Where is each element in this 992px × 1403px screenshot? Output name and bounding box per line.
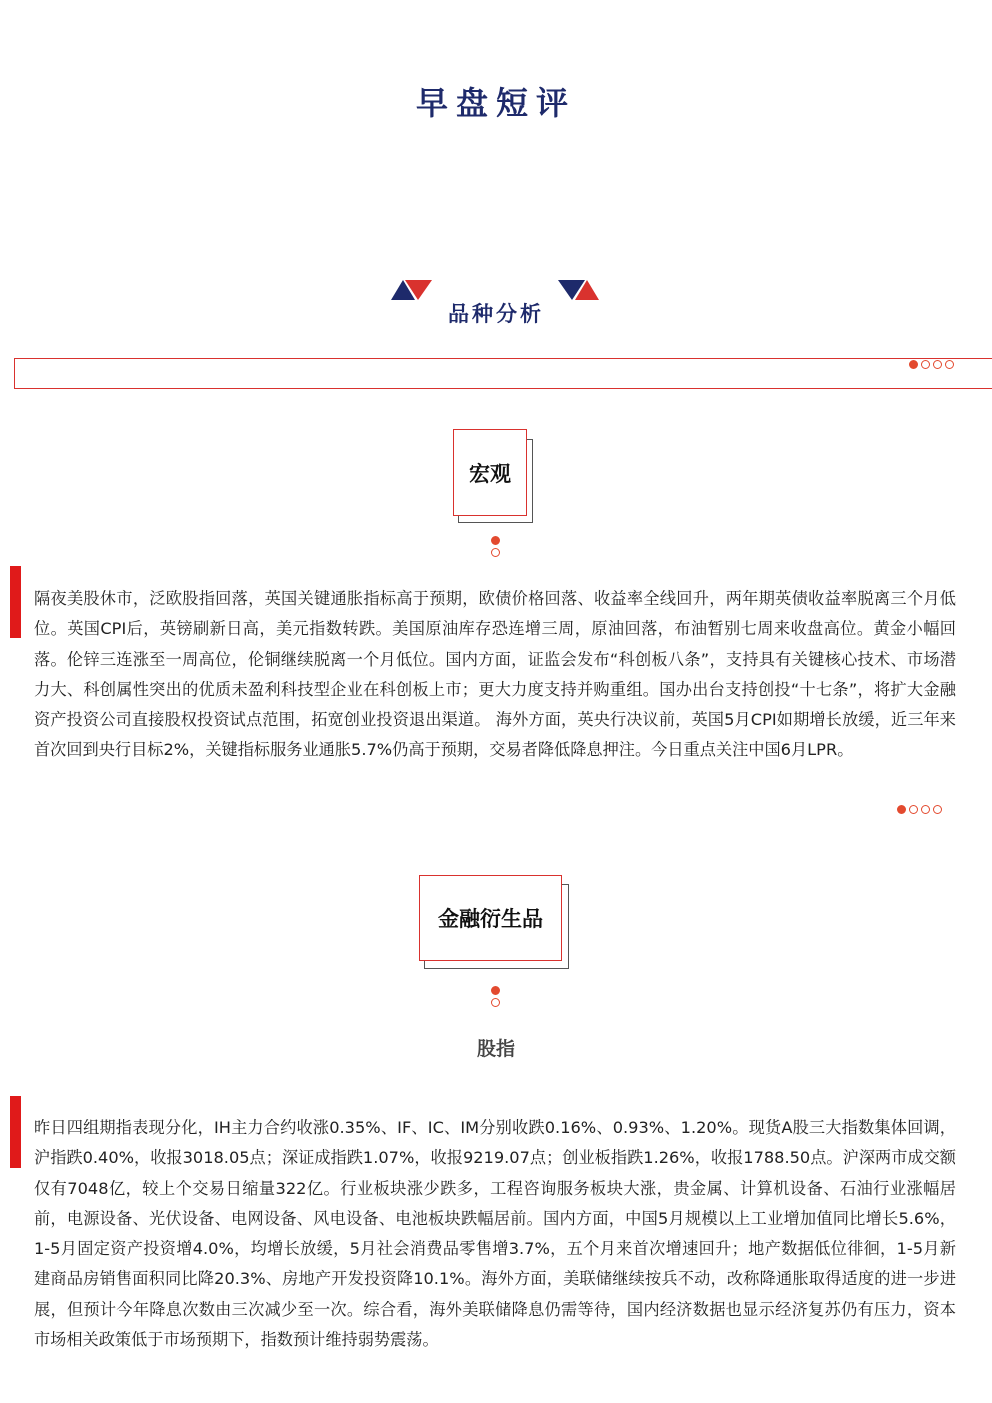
section-banner <box>14 358 992 389</box>
macro-connector-icon <box>491 536 500 557</box>
macro-paragraph: 隔夜美股休市，泛欧股指回落，英国关键通胀指标高于预期，欧债价格回落、收益率全线回升，两年期英债收益率脱离三个月低位。英国CPI后，英镑刷新日高，美元指数转跌。美国原油库存恐连增三周，原油回落，布油暂别七周来收盘高位。黄金小幅回落。伦锌三连涨至一周高位，伦铜继续脱离一个月低位。国内方面，证监会发布“科创板八条”，支持具有关键核心技术、市场潜力大、科创属性突出的优质未盈利科技型企业在科创板上市；更大力度支持并购重组。国办出台支持创投“十七条”，将扩大金融资产投资公司直接股权投资试点范围，拓宽创业投资退出渠道。 海外方面，英央行决议前，英国5月CPI如期增长放缓，近三年来首次回到央行目标2%，关键指标服务业通胀5.7%仍高于预期，交易者降低降息押注。今日重点关注中国6月LPR。 <box>34 589 956 760</box>
derivatives-paragraph: 昨日四组期指表现分化，IH主力合约收涨0.35%、IF、IC、IM分别收跌0.16%、0.93%、1.20%。现货A股三大指数集体回调，沪指跌0.40%，收报3018.05点；深证成指跌1.07%，收报9219.07点；创业板指跌1.26%，收报1788.50点。沪深两市成交额仅有7048亿，较上个交易日缩量322亿。行业板块涨少跌多，工程咨询服务板块大涨，贵金属、计算机设备、石油行业涨幅居前，电源设备、光伏设备、电网设备、风电设备、电池板块跌幅居前。国内方面，中国5月规模以上工业增加值同比增长5.6%，1-5月固定资产投资增4.0%，均增长放缓，5月社会消费品零售增3.7%，五个月来首次增速回升；地产数据低位徘徊，1-5月新建商品房销售面积同比降20.3%、房地产开发投资降10.1%。海外方面，美联储继续按兵不动，改称降通胀取得适度的进一步进展，但预计今年降息次数由三次减少至一次。综合看，海外美联储降息仍需等待，国内经济数据也显示经济复苏仍有压力，资本市场相关政策低于市场预期下，指数预计维持弱势震荡。 <box>34 1118 956 1350</box>
banner-dots-icon <box>909 360 954 369</box>
derivatives-accent-bar <box>10 1096 21 1168</box>
macro-label: 宏观 <box>453 429 527 516</box>
macro-end-dots-icon <box>897 805 942 814</box>
page-title: 早盘短评 <box>415 84 576 122</box>
derivatives-connector-icon <box>491 986 500 1007</box>
macro-accent-bar <box>10 566 21 638</box>
index-subheading: 股指 <box>476 1038 515 1060</box>
section-title: 品种分析 <box>448 302 544 326</box>
derivatives-label: 金融衍生品 <box>419 875 562 961</box>
